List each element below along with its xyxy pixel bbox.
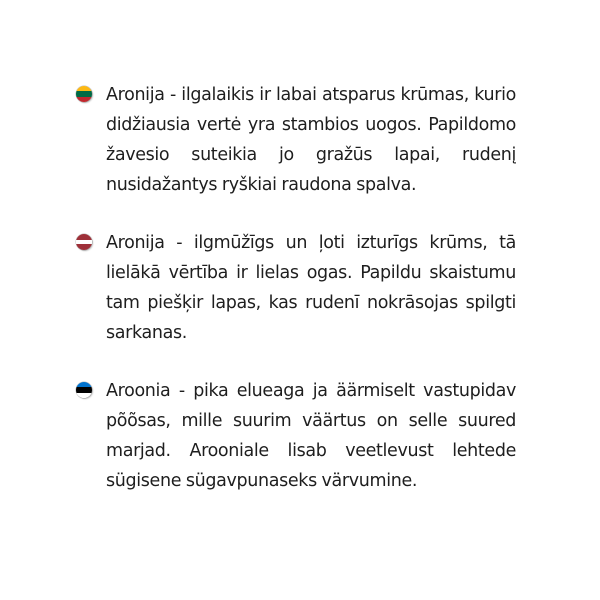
paragraph-lithuanian: Aronija - ilgalaikis ir labai atsparus krūmas, kurio didžiausia vertė yra stambios uogos. Papildomo žavesio suteikia jo gražūs lapai, rudenį nusidažantys ryškiai raudona spalva. xyxy=(106,85,516,195)
lithuania-flag-icon xyxy=(76,86,92,102)
paragraph-latvian: Aronija - ilgmūžīgs un ļoti izturīgs krūms, tā lielākā vērtība ir lielas ogas. Papildu skaistumu tam piešķir lapas, kas rudenī nokrāsojas spilgti sarkanas. xyxy=(106,233,516,343)
entry-latvian xyxy=(76,228,516,348)
flag-band-bottom xyxy=(76,393,92,398)
entry-lithuanian xyxy=(76,80,516,200)
flag-band-bottom xyxy=(76,97,92,102)
estonia-flag-icon xyxy=(76,382,92,398)
entry-estonian xyxy=(76,376,516,496)
flag-band-bottom xyxy=(76,244,92,250)
paragraph-estonian: Aroonia - pika elueaga ja äärmiselt vastupidav põõsas, mille suurim väärtus on selle suured marjad. Arooniale lisab veetlevust lehtede sügisene sügavpunaseks värvumine. xyxy=(106,381,516,491)
latvia-flag-icon xyxy=(76,234,92,250)
